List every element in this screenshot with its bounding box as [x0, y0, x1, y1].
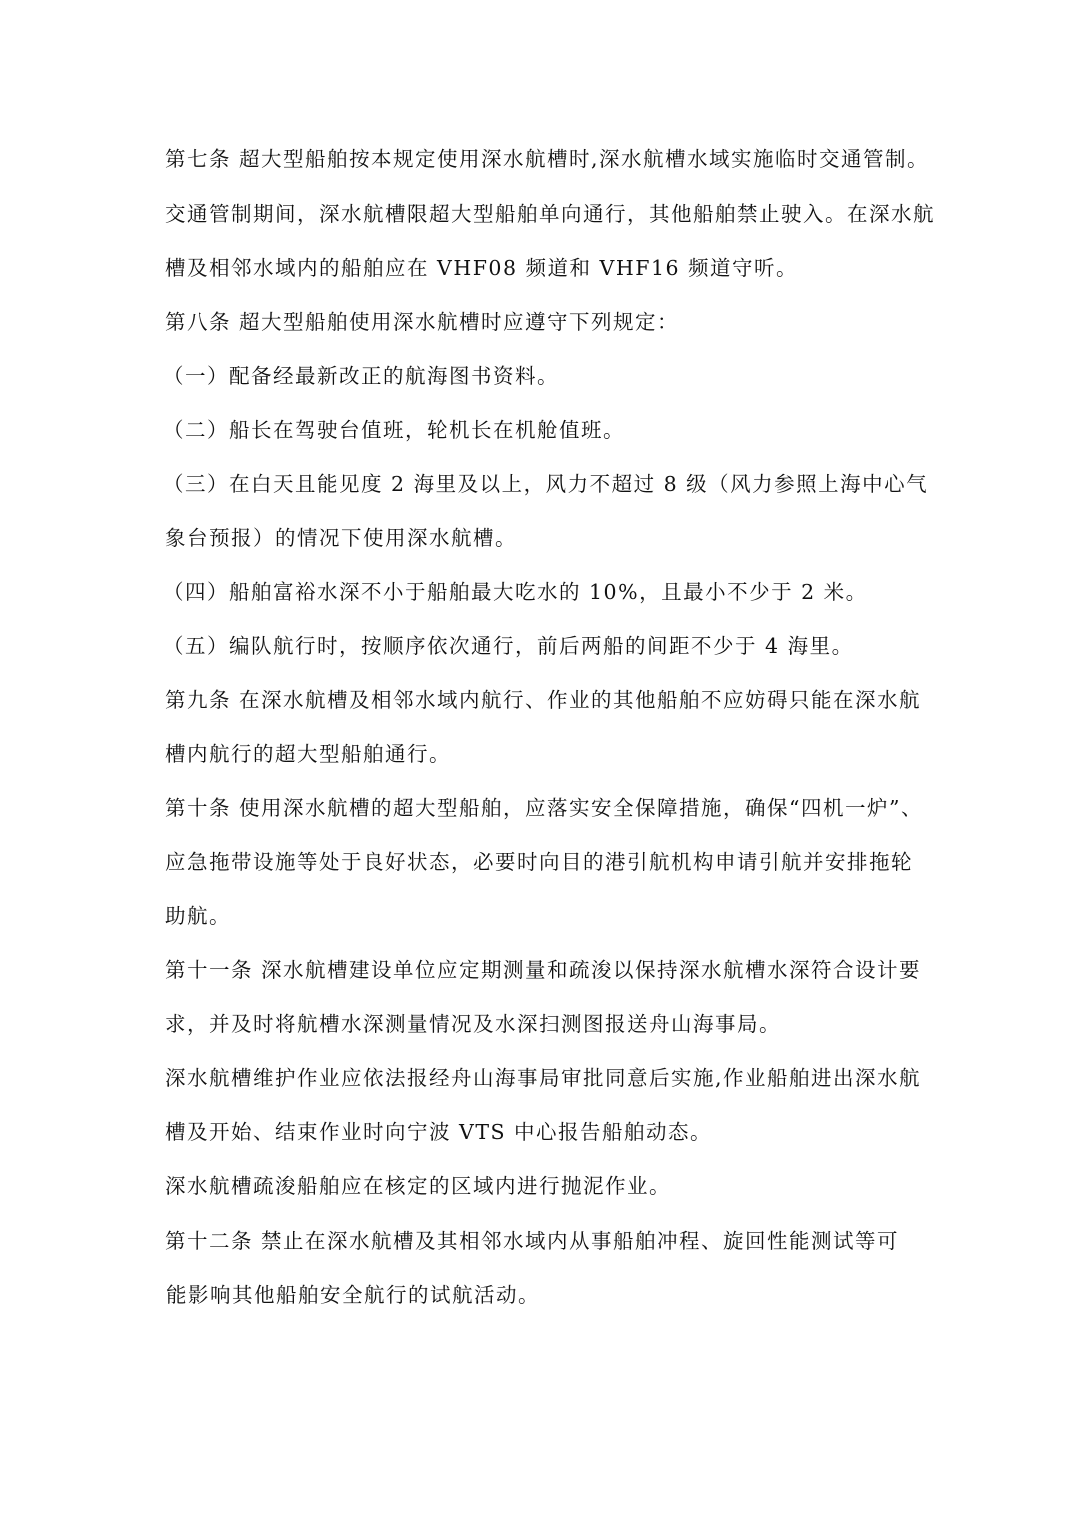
article-11-line-1: 第十一条 深水航槽建设单位应定期测量和疏浚以保持深水航槽水深符合设计要	[165, 958, 922, 982]
article-9-line-2: 槽内航行的超大型船舶通行。	[165, 742, 451, 766]
article-11-paragraph-3: 深水航槽疏浚船舶应在核定的区域内进行抛泥作业。	[165, 1174, 671, 1198]
article-7-line-2: 交通管制期间，深水航槽限超大型船舶单向通行，其他船舶禁止驶入。在深水航	[165, 202, 935, 226]
article-12-line-1: 第十二条 禁止在深水航槽及其相邻水域内从事船舶冲程、旋回性能测试等可	[165, 1229, 900, 1253]
article-10-line-1: 第十条 使用深水航槽的超大型船舶，应落实安全保障措施，确保“四机一炉”、	[165, 796, 923, 820]
article-8-item-3-line-2: 象台预报）的情况下使用深水航槽。	[165, 526, 517, 550]
article-7-line-1: 第七条 超大型船舶按本规定使用深水航槽时,深水航槽水域实施临时交通管制。	[165, 147, 930, 171]
article-8-heading: 第八条 超大型船舶使用深水航槽时应遵守下列规定：	[165, 310, 680, 334]
article-8-item-2: （二）船长在驾驶台值班，轮机长在机舱值班。	[163, 418, 625, 442]
article-11-line-2: 求，并及时将航槽水深测量情况及水深扫测图报送舟山海事局。	[165, 1012, 781, 1036]
article-8-item-4: （四）船舶富裕水深不小于船舶最大吃水的 10%，且最小不少于 2 米。	[163, 580, 868, 604]
article-8-item-5: （五）编队航行时，按顺序依次通行，前后两船的间距不少于 4 海里。	[163, 634, 854, 658]
article-12-line-2: 能影响其他船舶安全航行的试航活动。	[166, 1283, 540, 1307]
article-10-line-3: 助航。	[165, 904, 231, 928]
article-7-line-3: 槽及相邻水域内的船舶应在 VHF08 频道和 VHF16 频道守听。	[165, 256, 799, 280]
article-11-paragraph-2-line-2: 槽及开始、结束作业时向宁波 VTS 中心报告船舶动态。	[165, 1120, 713, 1144]
article-11-paragraph-2-line-1: 深水航槽维护作业应依法报经舟山海事局审批同意后实施,作业船舶进出深水航	[165, 1066, 922, 1090]
article-10-line-2: 应急拖带设施等处于良好状态，必要时向目的港引航机构申请引航并安排拖轮	[165, 850, 913, 874]
article-8-item-3-line-1: （三）在白天且能见度 2 海里及以上，风力不超过 8 级（风力参照上海中心气	[163, 472, 929, 496]
article-8-item-1: （一）配备经最新改正的航海图书资料。	[163, 364, 559, 388]
article-9-line-1: 第九条 在深水航槽及相邻水域内航行、作业的其他船舶不应妨碍只能在深水航	[165, 688, 922, 712]
